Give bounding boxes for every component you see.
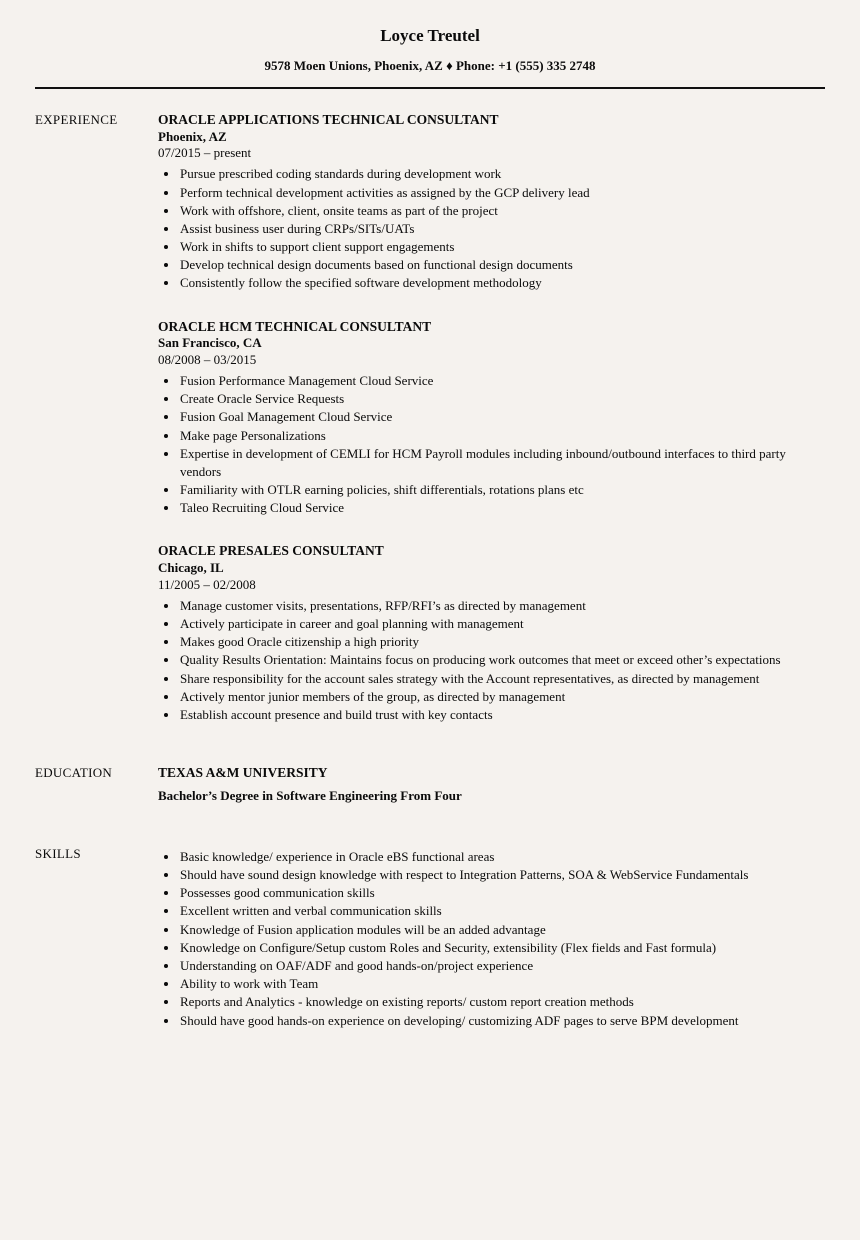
- education-section: [35, 764, 825, 805]
- job-bullet-item: • Create Oracle Service Requests: [179, 390, 825, 408]
- job-entry-2: [158, 318, 825, 518]
- job-bullet-item: • Establish account presence and build trust with key contacts: [179, 706, 825, 724]
- job-bullet-item: • Develop technical design documents based on functional design documents: [179, 256, 825, 274]
- skill-bullet-item: • Excellent written and verbal communication skills: [179, 902, 825, 920]
- job-bullet-item: • Assist business user during CRPs/SITs/UATs: [179, 220, 825, 238]
- job-dates: 07/2015 – present: [158, 145, 252, 161]
- job-title: ORACLE HCM TECHNICAL CONSULTANT: [158, 318, 432, 334]
- skill-bullet-item: • Should have good hands-on experience on developing/ customizing ADF pages to serve BPM development: [179, 1012, 825, 1030]
- resume-header: [35, 26, 825, 74]
- job-bullet-item: • Perform technical development activities as assigned by the GCP delivery lead: [179, 184, 825, 202]
- job-bullet-item: • Quality Results Orientation: Maintains focus on producing work outcomes that meet or exceed other’s expectations: [179, 651, 825, 669]
- job-location: Phoenix, AZ: [158, 128, 227, 144]
- job-entry-1: [158, 111, 825, 293]
- experience-section-content: [158, 111, 825, 724]
- skill-bullet-item: • Knowledge on Configure/Setup custom Roles and Security, extensibility (Flex fields and Fast formula): [179, 939, 825, 957]
- job-bullet-item: • Fusion Goal Management Cloud Service: [179, 408, 825, 426]
- skills-section: [35, 845, 825, 1030]
- education-degree: Bachelor’s Degree in Software Engineering From Four: [158, 788, 462, 804]
- job-bullet-item: • Share responsibility for the account sales strategy with the Account representatives, as directed by management: [179, 670, 825, 688]
- job-bullet-item: • Taleo Recruiting Cloud Service: [179, 499, 825, 517]
- resume-name: Loyce Treutel: [380, 26, 480, 45]
- job-dates: 11/2005 – 02/2008: [158, 576, 256, 592]
- job-entry-3: [158, 542, 825, 724]
- job-title: ORACLE PRESALES CONSULTANT: [158, 543, 384, 559]
- header-divider: [35, 87, 825, 89]
- experience-section-label: EXPERIENCE: [35, 112, 118, 127]
- job-title: ORACLE APPLICATIONS TECHNICAL CONSULTANT: [158, 112, 499, 127]
- skills-bullet-list: [158, 848, 825, 1030]
- job-bullet-item: • Consistently follow the specified software development methodology: [179, 274, 825, 292]
- job-bullet-item: • Actively mentor junior members of the group, as directed by management: [179, 688, 825, 706]
- skill-bullet-item: • Ability to work with Team: [179, 975, 825, 993]
- job-bullet-item: • Actively participate in career and goal planning with management: [179, 615, 825, 633]
- education-section-content: [158, 764, 825, 805]
- job-bullet-item: • Expertise in development of CEMLI for HCM Payroll modules including inbound/outbound interfaces to third party vendors: [179, 445, 825, 481]
- job-dates: 08/2008 – 03/2015: [158, 352, 257, 368]
- job-bullet-item: • Fusion Performance Management Cloud Service: [179, 372, 825, 390]
- skill-bullet-item: • Possesses good communication skills: [179, 884, 825, 902]
- job-location: San Francisco, CA: [158, 335, 262, 351]
- skill-bullet-item: • Understanding on OAF/ADF and good hands-on/project experience: [179, 957, 825, 975]
- skill-bullet-item: • Knowledge of Fusion application modules will be an added advantage: [179, 921, 825, 939]
- job-location: Chicago, IL: [158, 560, 224, 576]
- job-bullet-item: • Work with offshore, client, onsite teams as part of the project: [179, 202, 825, 220]
- skill-bullet-item: • Should have sound design knowledge with respect to Integration Patterns, SOA & WebService Fundamentals: [179, 866, 825, 884]
- job-bullet-list: [158, 597, 825, 724]
- job-bullet-item: • Manage customer visits, presentations, RFP/RFI’s as directed by management: [179, 597, 825, 615]
- education-school: TEXAS A&M UNIVERSITY: [158, 765, 328, 781]
- job-bullet-item: • Pursue prescribed coding standards during development work: [179, 165, 825, 183]
- skill-bullet-item: • Basic knowledge/ experience in Oracle eBS functional areas: [179, 848, 825, 866]
- skill-bullet-item: • Reports and Analytics - knowledge on existing reports/ custom report creation methods: [179, 993, 825, 1011]
- job-bullet-list: [158, 165, 825, 292]
- skills-section-content: [158, 845, 825, 1030]
- job-bullet-item: • Work in shifts to support client support engagements: [179, 238, 825, 256]
- skills-section-label: SKILLS: [35, 845, 81, 861]
- job-bullet-item: • Make page Personalizations: [179, 427, 825, 445]
- job-bullet-item: • Makes good Oracle citizenship a high priority: [179, 633, 825, 651]
- job-bullet-list: [158, 372, 825, 518]
- contact-line: 9578 Moen Unions, Phoenix, AZ ♦ Phone: +1 (555) 335 2748: [264, 58, 596, 73]
- education-section-label: EDUCATION: [35, 765, 113, 781]
- experience-section: [35, 111, 825, 724]
- job-bullet-item: • Familiarity with OTLR earning policies, shift differentials, rotations plans etc: [179, 481, 825, 499]
